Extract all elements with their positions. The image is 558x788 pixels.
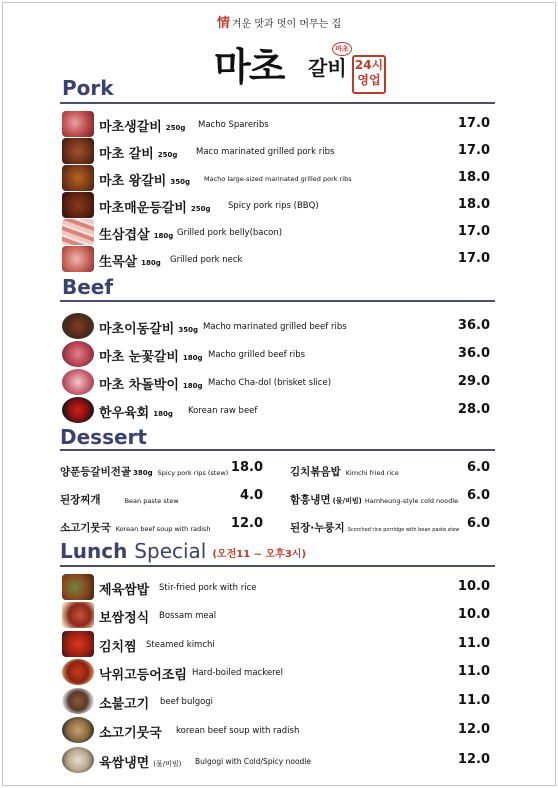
item-english-name: Hamheung-style cold noodle — [364, 497, 459, 505]
item-english-name: Stir-fried pork with rice — [159, 583, 257, 593]
menu-row — [62, 747, 490, 773]
item-english-name: Steamed kimchi — [146, 640, 215, 650]
dessert-item — [290, 516, 490, 536]
item-english-name: Grilled pork neck — [170, 255, 243, 265]
item-price: 18.0 — [457, 170, 490, 185]
item-korean-name: 마초 차돌박이 180g — [99, 378, 203, 393]
item-english-name: Macho Spareribs — [198, 120, 269, 130]
food-photo-icon — [62, 165, 94, 191]
food-photo-icon — [62, 246, 94, 272]
dessert-item — [290, 488, 490, 508]
food-photo-icon — [62, 369, 94, 395]
dessert-item — [60, 488, 263, 508]
food-photo-icon — [62, 192, 94, 218]
dessert-item — [60, 516, 263, 536]
item-weight: (물/비빔) — [332, 497, 362, 505]
item-korean-name: 김치볶음밥 — [290, 466, 341, 478]
menu-row — [62, 659, 490, 685]
lunch-title-bold: Lunch — [60, 539, 128, 563]
item-korean-name: 마초 갈비 250g — [99, 147, 178, 162]
menu-row — [62, 111, 490, 137]
item-english-name: Macho Cha-dol (brisket slice) — [208, 378, 332, 388]
stamp-line-1: 24시 — [354, 58, 384, 72]
item-price: 17.0 — [457, 143, 490, 158]
item-price: 18.0 — [230, 460, 263, 475]
item-english-name: Spicy pork rips (BBQ) — [228, 201, 319, 211]
item-english-name: Grilled pork belly(bacon) — [177, 228, 283, 238]
item-korean-name: 보쌈정식 — [99, 611, 150, 626]
item-korean-name: 된장찌개 — [60, 494, 101, 506]
item-english-name: Hard-boiled mackerel — [192, 668, 283, 678]
item-korean-name: 소불고기 — [99, 697, 150, 712]
section-rule-pork — [60, 102, 495, 104]
item-korean-name: 한우육회 180g — [99, 406, 173, 421]
food-photo-icon — [62, 219, 94, 245]
stamp-line-2: 영업 — [357, 73, 381, 87]
item-korean-name: 마초이동갈비 350g — [99, 322, 198, 337]
item-weight: 380g — [133, 469, 153, 477]
item-price: 11.0 — [457, 664, 490, 679]
food-photo-icon — [62, 688, 94, 714]
menu-row — [62, 165, 490, 191]
menu-row — [62, 341, 490, 367]
item-english-name: Scorched rice porridge with bean paste stew — [347, 527, 460, 533]
tagline-text: 겨운 맛과 멋이 머무는 집 — [231, 19, 342, 30]
section-title-pork: Pork — [62, 76, 114, 100]
food-photo-icon — [62, 397, 94, 423]
item-price: 6.0 — [466, 516, 490, 531]
item-english-name: Maco marinated grilled pork ribs — [196, 147, 335, 157]
item-price: 11.0 — [457, 636, 490, 651]
item-korean-name: 육쌈냉면 (물/비빔) — [99, 756, 182, 771]
item-korean-name: 마초생갈비 250g — [99, 120, 186, 135]
item-korean-name: 김치찜 — [99, 640, 137, 655]
dessert-item — [60, 460, 263, 480]
logo-seal: 마초 — [332, 42, 352, 56]
section-rule-lunch — [60, 565, 495, 567]
item-price: 10.0 — [457, 607, 490, 622]
menu-row — [62, 369, 490, 395]
item-korean-name: 生목살 180g — [99, 255, 161, 270]
menu-row — [62, 602, 490, 628]
menu-row — [62, 688, 490, 714]
food-photo-icon — [62, 659, 94, 685]
item-price: 11.0 — [457, 693, 490, 708]
item-korean-name: 낙위고등어조림 — [99, 668, 187, 683]
item-price: 4.0 — [239, 488, 263, 503]
tagline — [0, 12, 558, 31]
item-price: 6.0 — [466, 460, 490, 475]
item-korean-name: 양푼등갈비전골 — [60, 466, 132, 478]
food-photo-icon — [62, 747, 94, 773]
lunch-title-thin: Special — [134, 539, 207, 563]
menu-row — [62, 192, 490, 218]
item-korean-name: 마초 눈꽃갈비 180g — [99, 350, 203, 365]
menu-row — [62, 246, 490, 272]
item-price: 17.0 — [457, 224, 490, 239]
food-photo-icon — [62, 341, 94, 367]
food-photo-icon — [62, 111, 94, 137]
menu-row — [62, 219, 490, 245]
food-photo-icon — [62, 313, 94, 339]
item-price: 6.0 — [466, 488, 490, 503]
section-title-lunch — [60, 539, 306, 563]
food-photo-icon — [62, 574, 94, 600]
item-english-name: Spicy pork rips (stew) — [157, 469, 229, 477]
item-price: 17.0 — [457, 116, 490, 131]
menu-row — [62, 631, 490, 657]
menu-row — [62, 138, 490, 164]
food-photo-icon — [62, 631, 94, 657]
item-english-name: Korean raw beef — [188, 406, 258, 416]
item-korean-name: 제육쌈밥 — [99, 583, 150, 598]
section-rule-dessert — [60, 449, 495, 451]
item-korean-name: 된장·누룽지 — [290, 522, 345, 534]
item-english-name: korean beef soup with radish — [176, 726, 300, 736]
item-english-name: Kimchi fried rice — [345, 469, 399, 477]
section-title-beef: Beef — [62, 275, 114, 299]
item-korean-name: 함흥냉면 — [290, 494, 331, 506]
item-english-name: Bulgogi with Cold/Spicy noodle — [195, 757, 311, 766]
menu-row — [62, 313, 490, 339]
item-price: 28.0 — [457, 402, 490, 417]
item-price: 12.0 — [230, 516, 263, 531]
menu-row — [62, 397, 490, 423]
food-photo-icon — [62, 138, 94, 164]
lunch-hours: (오전11 ~ 오후3시) — [212, 549, 307, 560]
tagline-hanja: 情 — [216, 16, 230, 31]
item-price: 10.0 — [457, 579, 490, 594]
section-rule-beef — [60, 300, 495, 302]
item-price: 12.0 — [457, 752, 490, 767]
item-korean-name: 마초매운등갈비 250g — [99, 201, 211, 216]
logo-sub-text: 갈비 — [308, 56, 347, 80]
menu-row — [62, 574, 490, 600]
item-korean-name: 生삼겹살 180g — [99, 228, 174, 243]
item-english-name: Bossam meal — [159, 611, 217, 621]
item-english-name: Korean beef soup with radish — [115, 525, 211, 533]
item-english-name: Macho large-sized marinated grilled pork ribs — [204, 175, 352, 183]
item-price: 36.0 — [457, 346, 490, 361]
item-price: 36.0 — [457, 318, 490, 333]
item-price: 29.0 — [457, 374, 490, 389]
food-photo-icon — [62, 602, 94, 628]
section-title-dessert: Dessert — [60, 425, 147, 449]
dessert-item — [290, 460, 490, 480]
item-english-name: Macho grilled beef ribs — [208, 350, 306, 360]
item-price: 18.0 — [457, 197, 490, 212]
menu-row — [62, 717, 490, 743]
item-english-name: Bean paste stew — [124, 497, 179, 505]
logo-main-text: 마초 — [214, 44, 284, 89]
food-photo-icon — [62, 717, 94, 743]
item-english-name: beef bulgogi — [160, 697, 214, 707]
item-price: 12.0 — [457, 722, 490, 737]
item-korean-name: 마초 왕갈비 350g — [99, 174, 190, 189]
item-korean-name: 소고기뭇국 — [60, 522, 111, 534]
item-korean-name: 소고기뭇국 — [99, 726, 162, 741]
open-24h-stamp — [352, 55, 386, 94]
item-english-name: Macho marinated grilled beef ribs — [203, 322, 347, 332]
item-price: 17.0 — [457, 251, 490, 266]
